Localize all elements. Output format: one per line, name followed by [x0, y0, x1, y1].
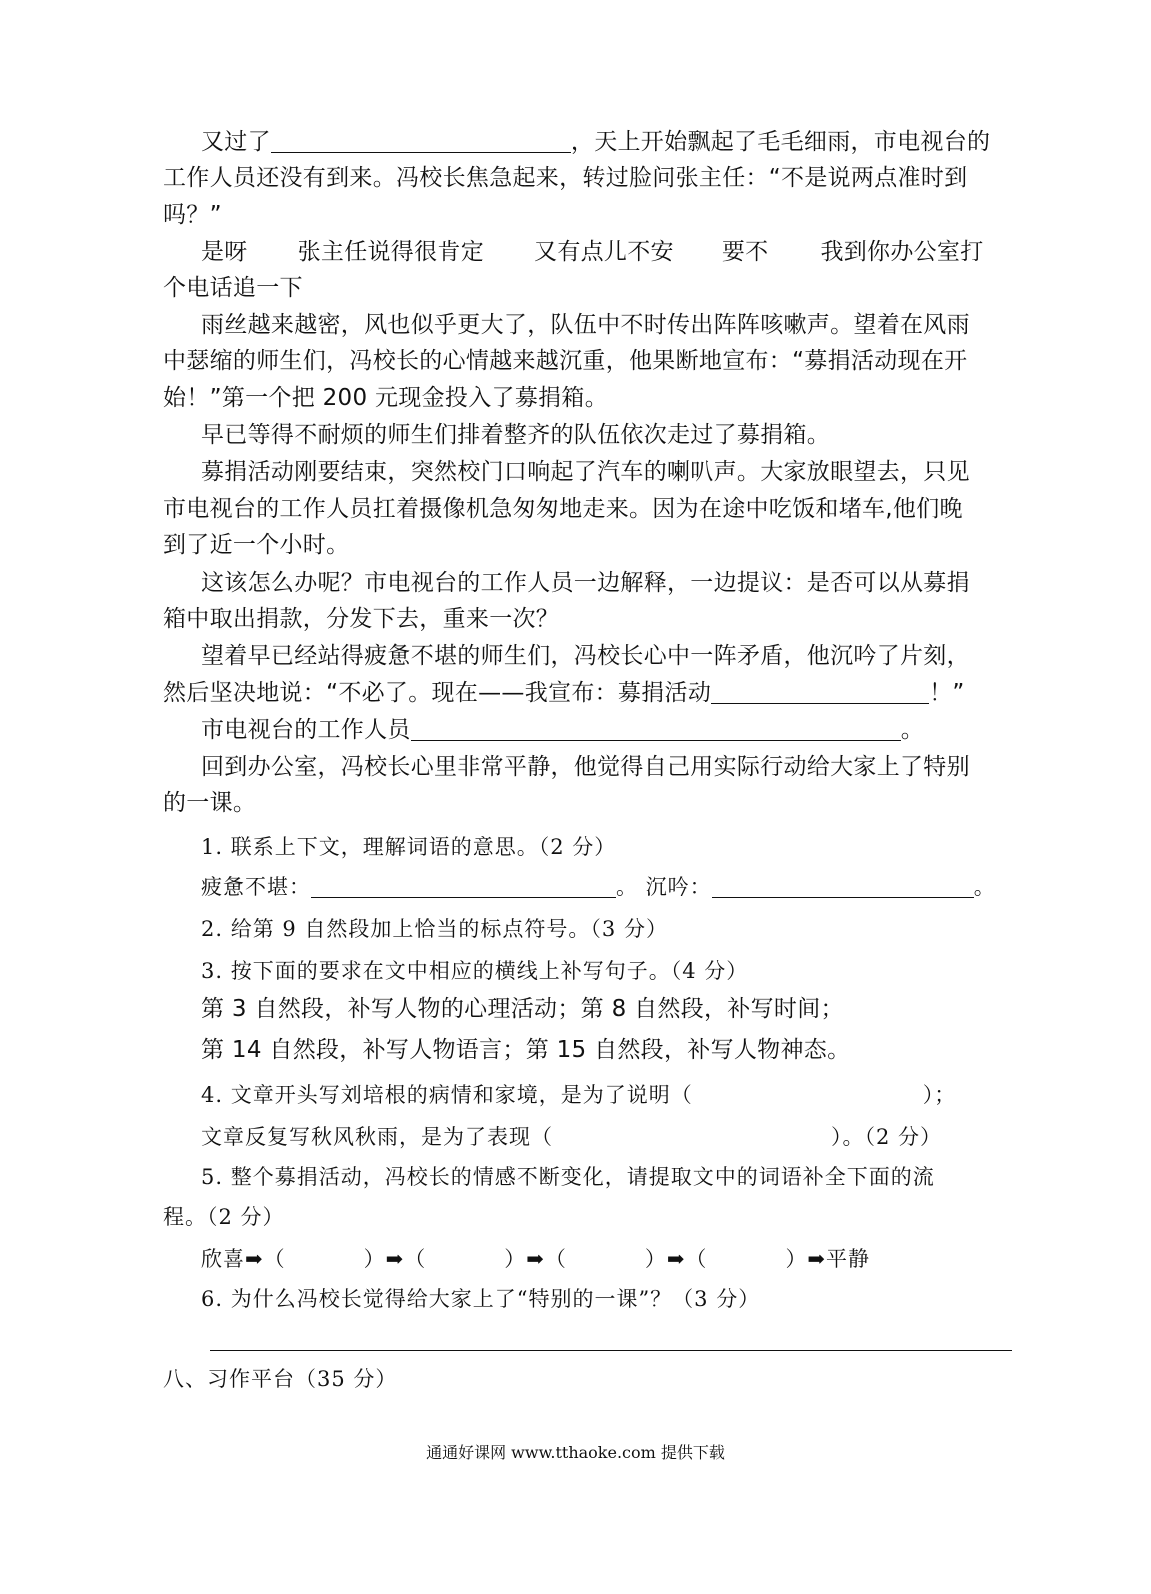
question-5-flow — [201, 1242, 1061, 1276]
passage-line: 的一课。 — [163, 790, 257, 816]
passage-line: 回到办公室，冯校长心里非常平静，他觉得自己用实际行动给大家上了特别 — [201, 754, 970, 780]
answer-blank[interactable] — [411, 714, 901, 741]
text: 又过了 — [201, 129, 271, 155]
passage-line: 工作人员还没有到来。冯校长焦急起来，转过脸问张主任：“不是说两点准时到 — [163, 165, 968, 191]
question-3-requirement: 第 3 自然段，补写人物的心理活动；第 8 自然段，补写时间； — [201, 996, 844, 1022]
passage-line: 望着早已经站得疲惫不堪的师生们，冯校长心中一阵矛盾，他沉吟了片刻， — [201, 643, 970, 669]
footer: 通通好课网 www.tthaoke.com 提供下载 — [426, 1443, 725, 1462]
question-1-answers — [201, 870, 1061, 904]
text: ！” — [929, 680, 965, 706]
passage-line: 箱中取出捐款，分发下去，重来一次？ — [163, 606, 560, 632]
passage-line: 中瑟缩的师生们，冯校长的心情越来越沉重，他果断地宣布：“募捐活动现在开 — [163, 348, 968, 374]
text: 然后坚决地说：“不必了。现在——我宣布：募捐活动 — [163, 680, 712, 706]
question-6: 6. 为什么冯校长觉得给大家上了“特别的一课”？（3 分） — [201, 1287, 761, 1311]
answer-blank[interactable] — [271, 126, 571, 153]
question-3: 3. 按下面的要求在文中相应的横线上补写句子。（4 分） — [201, 959, 749, 983]
text: 市电视台的工作人员 — [201, 717, 411, 743]
text: 文章反复写秋风秋雨，是为了表现（ — [201, 1125, 553, 1149]
text: 。 — [973, 875, 996, 899]
text: 。 沉吟： — [616, 875, 712, 899]
answer-blank[interactable] — [711, 677, 929, 704]
passage-line: 个电话追一下 — [163, 275, 303, 301]
question-3-requirement: 第 14 自然段，补写人物语言；第 15 自然段，补写人物神态。 — [201, 1037, 851, 1063]
text: 要不 — [721, 239, 769, 265]
answer-blank[interactable] — [712, 871, 974, 898]
text: 是呀 — [201, 239, 248, 265]
passage-line — [201, 713, 1061, 747]
passage-line — [163, 676, 1023, 710]
passage-line: 募捐活动刚要结束，突然校门口响起了汽车的喇叭声。大家放眼望去，只见 — [201, 459, 970, 485]
text: ）。（2 分） — [831, 1125, 943, 1149]
passage-line: 这该怎么办呢？市电视台的工作人员一边解释，一边提议：是否可以从募捐 — [201, 570, 970, 596]
text: 。 — [900, 717, 925, 743]
passage-line: 到了近一个小时。 — [163, 532, 350, 558]
text: 疲惫不堪： — [201, 875, 311, 899]
question-2: 2. 给第 9 自然段加上恰当的标点符号。（3 分） — [201, 917, 668, 941]
text: 张主任说得很肯定 — [297, 239, 485, 265]
answer-blank[interactable] — [311, 871, 616, 898]
text: 又有点儿不安 — [534, 239, 674, 265]
text: 4. 文章开头写刘培根的病情和家境，是为了说明（ — [201, 1083, 693, 1107]
passage-line: 吗？” — [163, 202, 222, 228]
flow-step: 欣喜➡（ — [201, 1247, 286, 1271]
passage-line: 早已等得不耐烦的师生们排着整齐的队伍依次走过了募捐箱。 — [201, 422, 831, 448]
passage-line: 市电视台的工作人员扛着摄像机急匆匆地走来。因为在途中吃饭和堵车,他们晚 — [163, 496, 963, 522]
passage-line: 始！”第一个把 200 元现金投入了募捐箱。 — [163, 385, 609, 411]
section-heading: 八、习作平台（35 分） — [163, 1367, 398, 1391]
passage-line: 雨丝越来越密，风也似乎更大了，队伍中不时传出阵阵咳嗽声。望着在风雨 — [201, 312, 970, 338]
question-5: 5. 整个募捐活动，冯校长的情感不断变化，请提取文中的词语补全下面的流 — [201, 1165, 935, 1189]
answer-line[interactable] — [210, 1350, 1012, 1351]
text: ，天上开始飘起了毛毛细雨，市电视台的 — [570, 129, 991, 155]
question-1: 1. 联系上下文，理解词语的意思。（2 分） — [201, 835, 617, 859]
question-4-line-1 — [201, 1078, 1061, 1112]
question-4-line-2 — [201, 1120, 1061, 1154]
text: 我到你办公室打 — [820, 239, 984, 265]
flow-step: ）➡（ — [363, 1247, 427, 1271]
flow-step: ）➡平静 — [785, 1247, 871, 1271]
question-5-cont: 程。（2 分） — [163, 1205, 285, 1229]
flow-step: ）➡（ — [644, 1247, 708, 1271]
text: ）； — [922, 1083, 957, 1107]
flow-step: ）➡（ — [504, 1247, 567, 1271]
passage-line-punctuation-gaps — [201, 235, 1061, 269]
passage-line — [201, 125, 1061, 159]
